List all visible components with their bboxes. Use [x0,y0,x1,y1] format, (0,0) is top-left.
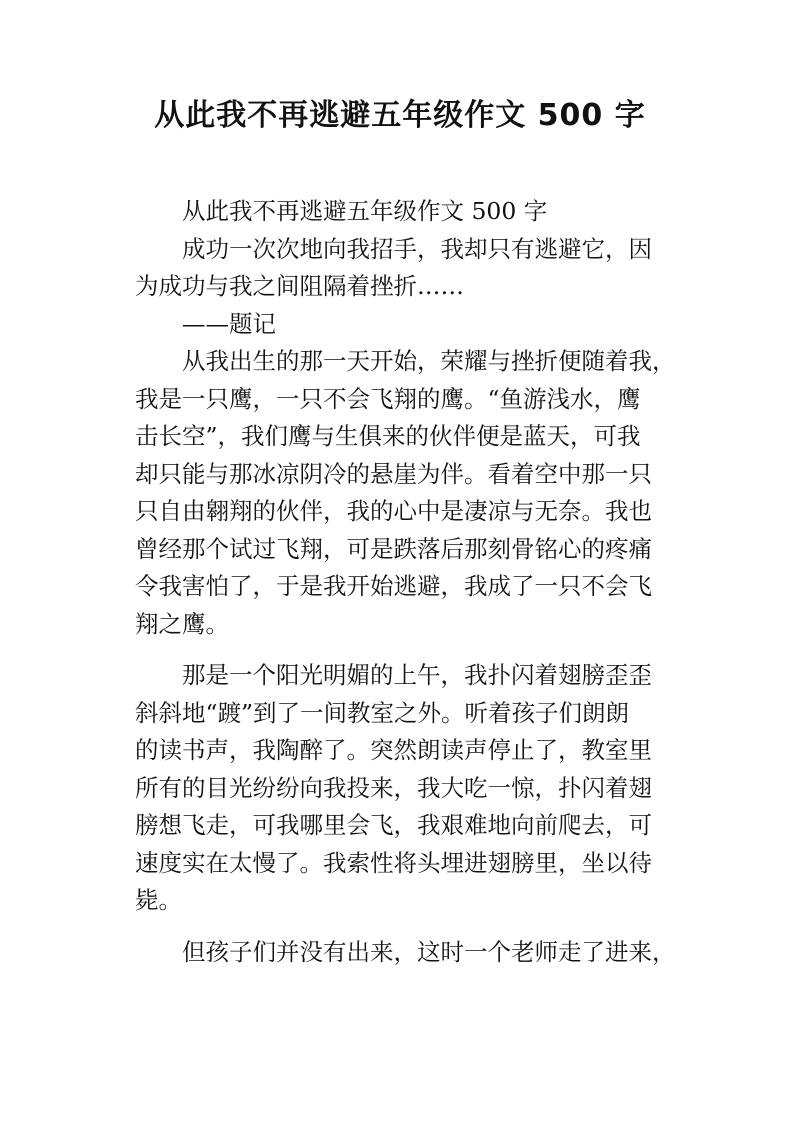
paragraph-gap [135,643,665,657]
paragraph-line: 翔之鹰。 [135,609,229,638]
paragraph-line: 击长空”，我们鹰与生俱来的伙伴便是蓝天，可我 [135,422,641,450]
paragraph-line: 成功一次次地向我招手，我却只有逃避它，因 [182,234,652,263]
paragraph-line: 膀想飞走，可我哪里会飞，我艰难地向前爬去，可 [135,811,652,839]
paragraph-gap [135,920,665,934]
paragraph-line: 却只能与那冰凉阴冷的悬崖为伴。看着空中那一只 [135,459,652,488]
paragraph-line: 速度实在太慢了。我索性将头埋进翅膀里，坐以待 [135,848,652,877]
paragraph-line: 斜斜地“踱”到了一间教室之外。听着孩子们朗朗 [135,698,630,727]
paragraph-line: 我是一只鹰，一只不会飞翔的鹰。“鱼游浅水，鹰 [135,384,641,413]
paragraph-line: 那是一个阳光明媚的上午，我扑闪着翅膀歪歪 [182,661,652,689]
paragraph-line: 的读书声，我陶醉了。突然朗读声停止了，教室里 [135,736,652,764]
subtitle-line: 从此我不再逃避五年级作文 500 字 [182,197,548,225]
paragraph-line: 但孩子们并没有出来，这时一个老师走了进来， [182,937,676,966]
paragraph-line: 为成功与我之间阻隔着挫折…… [135,272,464,300]
article-body [135,193,676,971]
paragraph-line: 曾经那个试过飞翔，可是跌落后那刻骨铭心的疼痛 [135,534,652,563]
page-title: 从此我不再逃避五年级作文 500 字 [154,98,646,133]
paragraph-line: 令我害怕了，于是我开始逃避，我成了一只不会飞 [135,572,652,600]
paragraph-line: 从我出生的那一天开始，荣耀与挫折便随着我， [182,347,676,375]
epigraph-attribution: ——题记 [182,309,276,338]
paragraph-line: 所有的目光纷纷向我投来，我大吃一惊，扑闪着翅 [135,773,652,802]
paragraph-line: 只自由翱翔的伙伴，我的心中是凄凉与无奈。我也 [135,497,652,525]
paragraph-line: 毙。 [135,886,182,914]
